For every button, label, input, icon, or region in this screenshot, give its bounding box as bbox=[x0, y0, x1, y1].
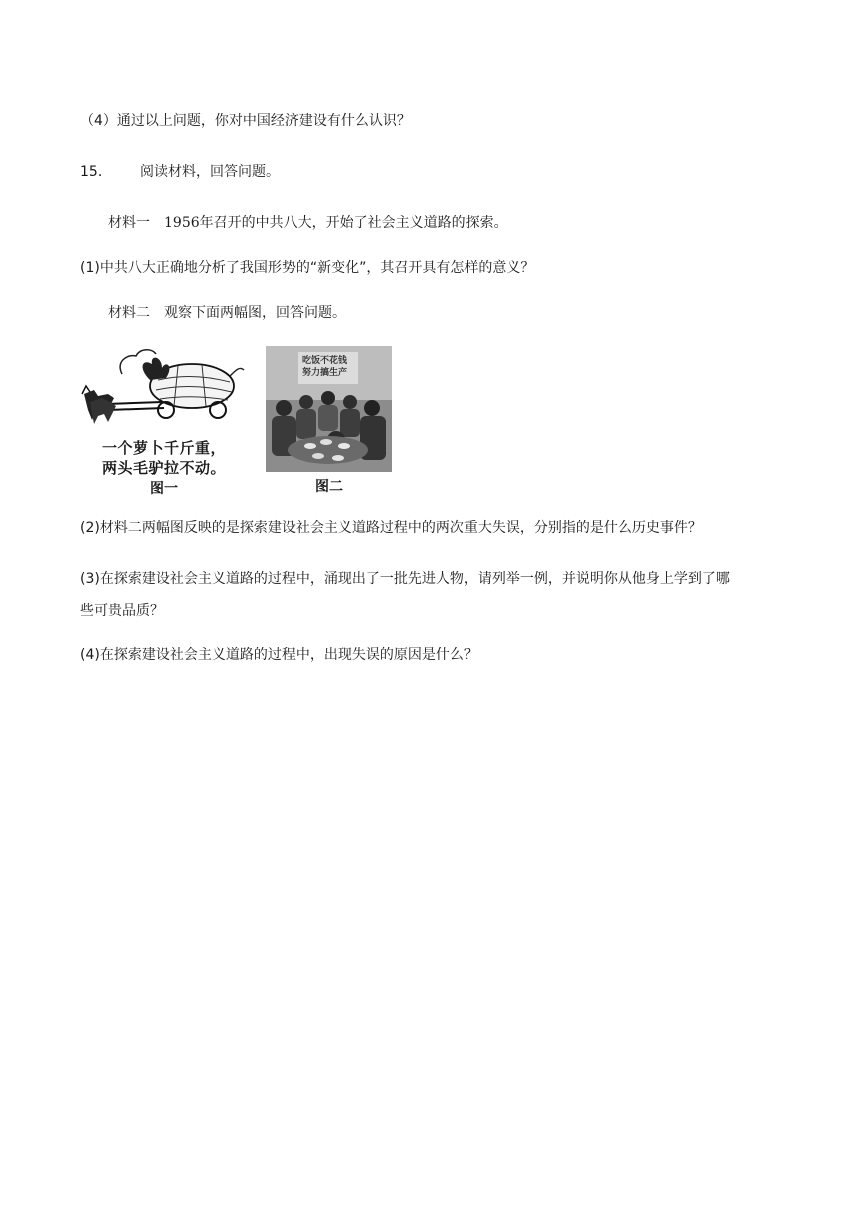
figure-two-label: 图二 bbox=[315, 479, 343, 495]
question-number: 15． bbox=[80, 164, 112, 180]
sub-question-3-line-2: 些可贵品质？ bbox=[80, 603, 164, 619]
sub-question-3-line-1: (3)在探索建设社会主义道路的过程中，涌现出了一批先进人物，请列举一例，并说明你从他身上学到了哪 bbox=[80, 571, 730, 587]
material-two: 材料二 观察下面两幅图，回答问题。 bbox=[108, 305, 346, 321]
sub-question-2: (2)材料二两幅图反映的是探索建设社会主义道路过程中的两次重大失误，分别指的是什么历史事件？ bbox=[80, 520, 702, 536]
photo-wall-slogan-line-2: 努力搞生产 bbox=[302, 368, 348, 378]
figure-one-caption-line-1: 一个萝卜千斤重， bbox=[101, 439, 226, 457]
question-prompt: 阅读材料，回答问题。 bbox=[140, 164, 280, 180]
previous-question-part-4: （4）通过以上问题，你对中国经济建设有什么认识？ bbox=[80, 113, 411, 129]
sub-question-1: (1)中共八大正确地分析了我国形势的“新变化”，其召开具有怎样的意义？ bbox=[80, 260, 535, 276]
question-15-header bbox=[80, 162, 280, 182]
photo-wall-slogan-line-1: 吃饭不花钱 bbox=[302, 356, 348, 366]
figure-one-caption-line-2: 两头毛驴拉不动。 bbox=[101, 459, 226, 477]
figure-two bbox=[266, 346, 392, 496]
figure-one bbox=[80, 344, 248, 496]
figure-one-label: 图一 bbox=[150, 481, 178, 497]
cartoon-radish-cart-illustration bbox=[80, 344, 248, 436]
material-one: 材料一 1956年召开的中共八大，开始了社会主义道路的探索。 bbox=[108, 215, 508, 231]
sub-question-4: (4)在探索建设社会主义道路的过程中，出现失误的原因是什么？ bbox=[80, 647, 478, 663]
